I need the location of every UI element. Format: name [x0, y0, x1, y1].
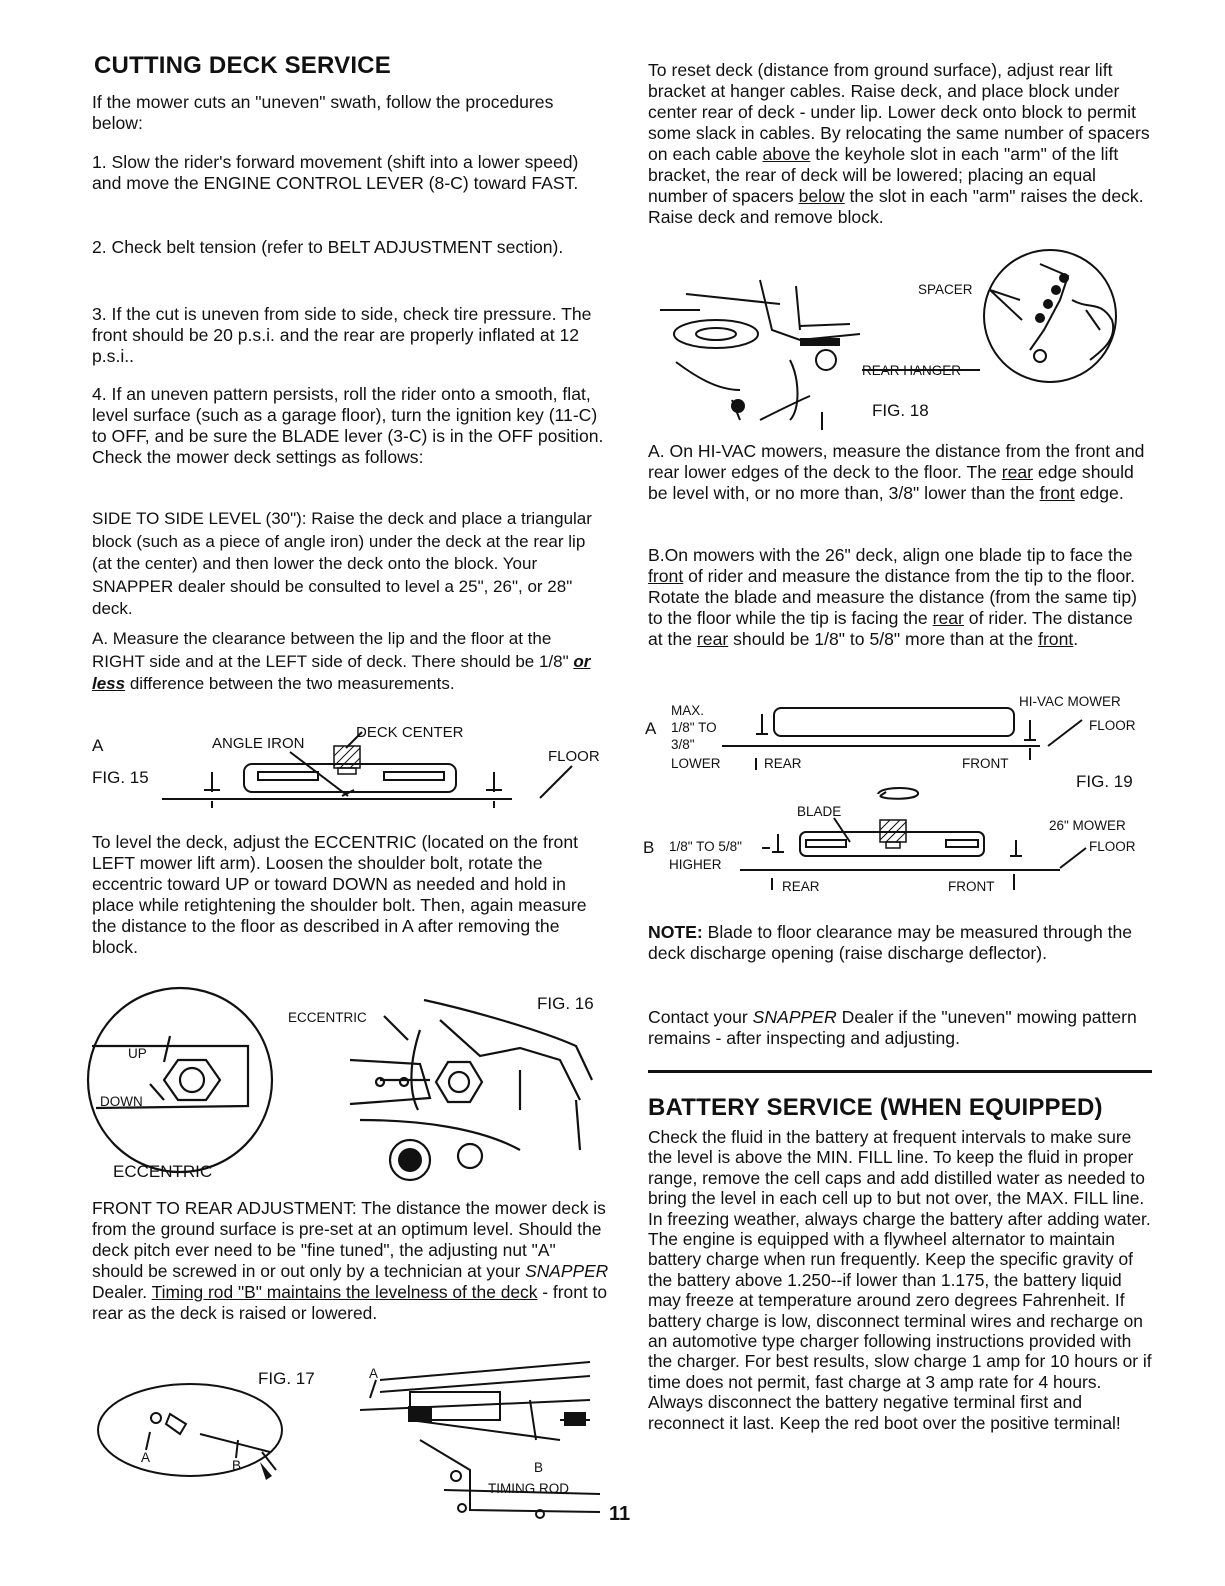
side-to-side-paragraph: SIDE TO SIDE LEVEL (30"): Raise the deck and place a triangular block (such as a piece of angle iron) under the deck at the rear lip (at the center) and then lower the deck onto the block. Your SNAPPER dealer should be consulted to level a 25", 26", or 28" deck.	[92, 509, 592, 618]
below-underline: below	[798, 186, 845, 206]
note-label: NOTE:	[648, 922, 703, 942]
fig19-a-range2-label: 3/8"	[671, 737, 695, 752]
fig17-b-label: B	[232, 1458, 242, 1473]
snapper-emphasis: SNAPPER	[525, 1261, 609, 1281]
snapper-emphasis-2: SNAPPER	[752, 1007, 837, 1027]
or-less-emphasis: or less	[92, 651, 591, 693]
fig18-spacer-label: SPACER	[918, 282, 973, 297]
fig19-blade-label: BLADE	[797, 804, 842, 819]
front-to-rear-paragraph: FRONT TO REAR ADJUSTMENT: The distance the mower deck is from the ground surface is pre-set at an optimum level. Should the deck pitch ever need to be "fine tuned", the adjusting nut "A" should be screwed in or out only by a technician at your SNAPPER Dealer. Timing rod "B" maintains the levelness of the deck - front to rear as the deck is raised or lowered.	[92, 1198, 609, 1323]
section-title-cutting-deck: CUTTING DECK SERVICE	[94, 52, 391, 79]
step-3-paragraph: 3. If the cut is uneven from side to side, check tire pressure. The front should be 20 p.s.i. and the rear are properly inflated at 12 p.s.i..	[92, 304, 592, 366]
fig18-rear-hanger-label: REAR HANGER	[862, 363, 962, 378]
fig17-a-top-label: A	[369, 1366, 379, 1381]
intro-paragraph: If the mower cuts an "uneven" swath, follow the procedures below:	[92, 92, 554, 133]
front-underline-3: front	[1038, 629, 1074, 649]
fig19-higher-label: HIGHER	[669, 857, 722, 872]
fig16-down-label: DOWN	[100, 1094, 143, 1109]
front-underline-2: front	[648, 566, 684, 586]
fig19-floor-b-label: FLOOR	[1089, 839, 1136, 854]
page-number: 11	[609, 1503, 631, 1525]
fig17-timing-rod-label: TIMING ROD	[488, 1481, 569, 1496]
hivac-paragraph: A. On HI-VAC mowers, measure the distance from the front and rear lower edges of the deck to the floor. The rear edge should be level with, or no more than, 3/8" lower than the front edge.	[648, 441, 1145, 503]
fig15-deck-center-label: DECK CENTER	[356, 724, 464, 741]
section-title-battery: BATTERY SERVICE (WHEN EQUIPPED)	[648, 1094, 1103, 1121]
fig15-letter: A	[92, 736, 104, 755]
fig19-b-letter: B	[643, 838, 655, 857]
fig19-a-range-label: 1/8" TO	[671, 720, 717, 735]
fig17-label: FIG. 17	[258, 1369, 315, 1388]
rear-underline-2: rear	[932, 608, 964, 628]
fig19-rear-b-label: REAR	[782, 879, 820, 894]
fig19-front-a-label: FRONT	[962, 756, 1009, 771]
front-underline-1: front	[1039, 483, 1075, 503]
note-paragraph: NOTE: Blade to floor clearance may be measured through the deck discharge opening (raise discharge deflector).	[648, 922, 1133, 963]
contact-paragraph: Contact your SNAPPER Dealer if the "uneven" mowing pattern remains - after inspecting and adjusting.	[648, 1007, 1137, 1048]
reset-deck-paragraph: To reset deck (distance from ground surface), adjust rear lift bracket at hanger cables. Raise deck, and place block under center rear of deck - under lip. Lower deck onto block to permit some slack in cables. By relocating the same number of spacers on each cable above the keyhole slot in each "arm" of the lift bracket, the rear of deck will be lowered; placing an equal number of spacers below the slot in each "arm" raises the deck. Raise deck and remove block.	[648, 60, 1150, 227]
fig19-b-range-label: 1/8" TO 5/8"	[669, 839, 742, 854]
deck-26-paragraph: B.On mowers with the 26" deck, align one blade tip to face the front of rider and measure the distance from the tip to the floor. Rotate the blade and measure the distance (from the same tip) to the floor while the tip is facing the rear of rider. The distance at the rear should be 1/8" to 5/8" more than at the front.	[648, 545, 1137, 649]
step-4-paragraph: 4. If an uneven pattern persists, roll the rider onto a smooth, flat, level surface (such as a garage floor), turn the ignition key (11-C) to OFF, and be sure the BLADE lever (3-C) is in the OFF position. Check the mower deck settings as follows:	[92, 384, 604, 467]
step-1-paragraph: 1. Slow the rider's forward movement (shift into a lower speed) and move the ENGINE CONTROL LEVER (8-C) toward FAST.	[92, 152, 579, 193]
measure-a-paragraph: A. Measure the clearance between the lip and the floor at the RIGHT side and at the LEFT side of deck. There should be 1/8" or less difference between the two measurements.	[92, 629, 591, 693]
fig19-26-mower-label: 26" MOWER	[1049, 818, 1126, 833]
rear-underline-1: rear	[1001, 462, 1034, 482]
fig19-floor-a-label: FLOOR	[1089, 718, 1136, 733]
section-divider	[648, 1070, 1152, 1073]
fig15-angle-iron-label: ANGLE IRON	[212, 735, 305, 752]
fig17-b-right-label: B	[534, 1460, 544, 1475]
fig19-lower-label: LOWER	[671, 756, 721, 771]
fig19-rear-a-label: REAR	[764, 756, 802, 771]
fig19-front-b-label: FRONT	[948, 879, 995, 894]
fig16-eccentric-bottom-label: ECCENTRIC	[113, 1162, 213, 1181]
fig16-eccentric-top-label: ECCENTRIC	[288, 1010, 367, 1025]
fig19-label: FIG. 19	[1076, 772, 1133, 791]
fig16-label: FIG. 16	[537, 994, 594, 1013]
fig18-label: FIG. 18	[872, 401, 929, 420]
fig17-a-label: A	[141, 1450, 151, 1465]
level-deck-paragraph: To level the deck, adjust the ECCENTRIC (located on the front LEFT mower lift arm). Loosen the shoulder bolt, rotate the eccentric toward UP or toward DOWN as needed and hold in place while retightening the shoulder bolt. Then, again measure the distance to the floor as described in A after removing the block.	[92, 832, 587, 957]
timing-rod-underline: Timing rod "B" maintains the levelness of the deck	[151, 1282, 538, 1302]
fig15-label: FIG. 15	[92, 768, 149, 787]
rear-underline-3: rear	[696, 629, 729, 649]
battery-paragraph: Check the fluid in the battery at frequent intervals to make sure the level is above the MIN. FILL line. To keep the fluid in proper range, remove the cell caps and add distilled water as needed to bring the level in each cell up to but not over, the MAX. FILL line. In freezing weather, always charge the battery after adding water. The engine is equipped with a flywheel alternator to maintain battery charge when run frequently. Keep the specific gravity of the battery above 1.250--if lower than 1.175, the battery liquid may freeze at temperature around zero degrees Fahrenheit. If battery charge is low, disconnect terminal wires and recharge on an automotive type charger following instructions provided with the charger. For best results, slow charge 1 amp for 10 hours or if time does not permit, fast charge at 3 amp rate for 4 hours. Always disconnect the battery negative terminal first and reconnect it last. Keep the red boot over the positive terminal!	[648, 1127, 1152, 1433]
fig19-hivac-mower-label: HI-VAC MOWER	[1019, 694, 1121, 709]
above-underline: above	[762, 144, 811, 164]
step-2-paragraph: 2. Check belt tension (refer to BELT ADJUSTMENT section).	[92, 237, 564, 257]
fig15-floor-label: FLOOR	[548, 748, 600, 765]
fig16-up-label: UP	[128, 1046, 147, 1061]
fig19-max-label: MAX.	[671, 703, 705, 718]
fig19-a-letter: A	[645, 719, 657, 738]
